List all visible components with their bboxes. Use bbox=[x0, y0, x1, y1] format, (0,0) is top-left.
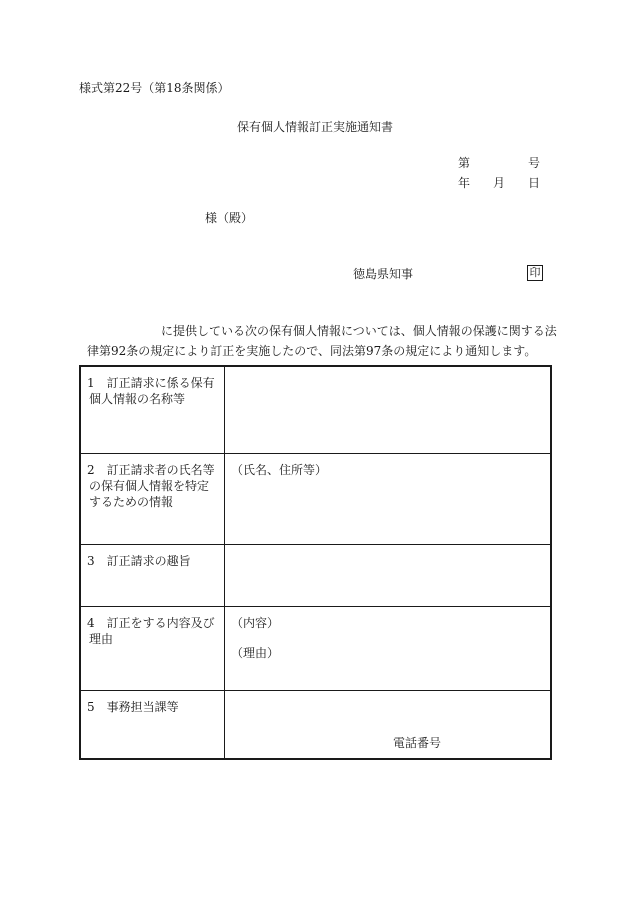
row-label-line: 2 訂正請求者の氏名等 bbox=[87, 463, 215, 477]
notice-form-table bbox=[79, 365, 552, 760]
date-month-label: 月 bbox=[493, 176, 506, 190]
table-row bbox=[80, 691, 551, 760]
row-value-target-info bbox=[225, 366, 552, 454]
phone-number-label: 電話番号 bbox=[393, 736, 442, 750]
date-day-label: 日 bbox=[528, 176, 541, 190]
row-value-department bbox=[225, 691, 552, 760]
doc-number-label: 第 bbox=[458, 156, 471, 170]
row-label-line: するための情報 bbox=[89, 495, 174, 509]
row-label-target-info bbox=[80, 366, 225, 454]
row-label-line: 5 事務担当課等 bbox=[87, 700, 179, 714]
form-number: 様式第22号（第18条関係） bbox=[79, 81, 230, 95]
body-text-line-1: に提供している次の保有個人情報については、個人情報の保護に関する法 bbox=[161, 324, 557, 338]
row-label-correction bbox=[80, 607, 225, 691]
row-label-line: の保有個人情報を特定 bbox=[89, 479, 210, 493]
table-row bbox=[80, 607, 551, 691]
table-row bbox=[80, 366, 551, 454]
date-year-label: 年 bbox=[458, 176, 471, 190]
reason-hint: （理由） bbox=[231, 646, 280, 660]
body-text-line-2: 律第92条の規定により訂正を実施したので、同法第97条の規定により通知します。 bbox=[87, 344, 537, 358]
seal-mark: 印 bbox=[527, 265, 543, 281]
document-title: 保有個人情報訂正実施通知書 bbox=[236, 120, 393, 134]
row-value-correction bbox=[225, 607, 552, 691]
row-value-requester bbox=[225, 454, 552, 545]
row-label-requester bbox=[80, 454, 225, 545]
row-label-line: 1 訂正請求に係る保有 bbox=[87, 376, 215, 390]
row-value-request-purpose bbox=[225, 545, 552, 607]
doc-number-suffix: 号 bbox=[528, 156, 541, 170]
row-label-line: 理由 bbox=[89, 632, 114, 646]
addressee-label: 様（殿） bbox=[205, 211, 254, 225]
table-row bbox=[80, 454, 551, 545]
issuer-name: 徳島県知事 bbox=[353, 267, 414, 281]
row-label-line: 4 訂正をする内容及び bbox=[87, 616, 215, 630]
row-label-line: 3 訂正請求の趣旨 bbox=[87, 554, 191, 568]
requester-hint: （氏名、住所等） bbox=[231, 463, 328, 477]
content-hint: （内容） bbox=[231, 616, 280, 630]
row-label-department bbox=[80, 691, 225, 760]
table-row bbox=[80, 545, 551, 607]
row-label-request-purpose bbox=[80, 545, 225, 607]
row-label-line: 個人情報の名称等 bbox=[89, 392, 186, 406]
